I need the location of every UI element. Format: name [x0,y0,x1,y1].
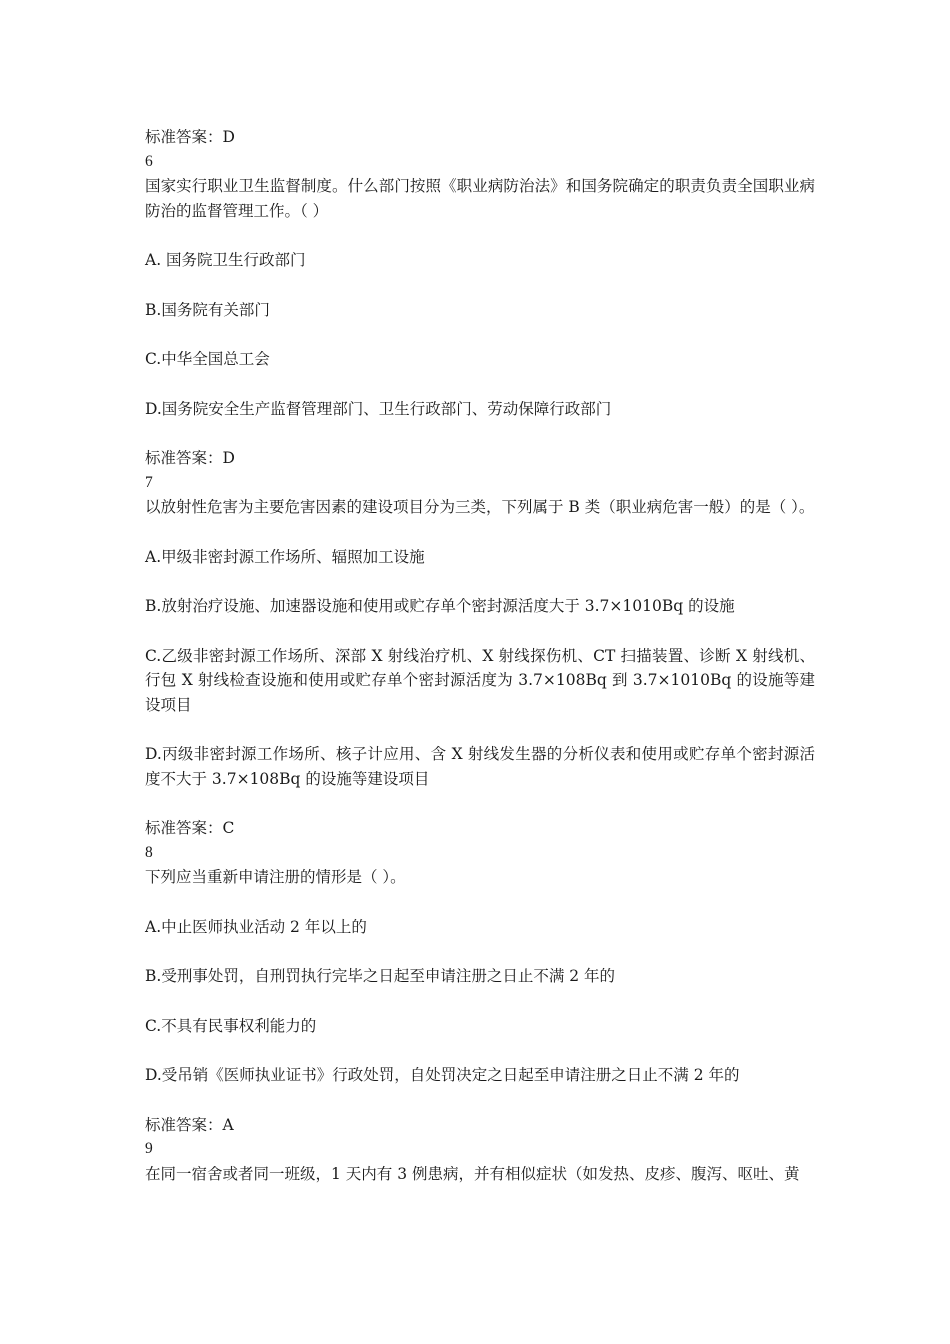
option-d: D.丙级非密封源工作场所、核子计应用、含 X 射线发生器的分析仪表和使用或贮存单个密封源活度不大于 3.7×108Bq 的设施等建设项目 [145,745,815,788]
document-page [145,125,815,1186]
question-text: 国家实行职业卫生监督制度。什么部门按照《职业病防治法》和国务院确定的职责负责全国职业病防治的监督管理工作。（ ） [145,177,815,220]
question-number: 9 [145,1140,153,1157]
question-text: 在同一宿舍或者同一班级，1 天内有 3 例患病，并有相似症状（如发热、皮疹、腹泻、呕吐、黄 [145,1164,800,1183]
option-a: A.中止医师执业活动 2 年以上的 [145,917,367,936]
answer-line: 标准答案：C [145,819,235,837]
question-text: 下列应当重新申请注册的情形是（ ）。 [145,868,406,886]
option-c: C.乙级非密封源工作场所、深部 X 射线治疗机、X 射线探伤机、CT 扫描装置、诊断 X 射线机、行包 X 射线检查设施和使用或贮存单个密封源活度为 3.7×108Bq 到 3.7×1010Bq 的设施等建设项目 [145,646,815,714]
option-c: C.中华全国总工会 [145,350,270,368]
question-number: 8 [145,843,153,861]
answer-line: 标准答案：D [145,128,235,146]
option-b: B.受刑事处罚，自刑罚执行完毕之日起至申请注册之日止不满 2 年的 [145,967,616,985]
answer-line: 标准答案：A [145,1115,234,1134]
option-d: D.国务院安全生产监督管理部门、卫生行政部门、劳动保障行政部门 [145,399,612,418]
option-b: B.国务院有关部门 [145,300,270,319]
answer-line: 标准答案：D [145,449,235,467]
option-b: B.放射治疗设施、加速器设施和使用或贮存单个密封源活度大于 3.7×1010Bq 的设施 [145,597,735,615]
question-number: 6 [145,152,153,170]
option-a: A. 国务院卫生行政部门 [145,251,306,269]
question-text: 以放射性危害为主要危害因素的建设项目分为三类，下列属于 B 类（职业病危害一般）的是（ ）。 [145,498,815,516]
option-a: A.甲级非密封源工作场所、辐照加工设施 [145,547,425,566]
option-c: C.不具有民事权利能力的 [145,1016,317,1035]
question-number: 7 [145,473,153,491]
option-d: D.受吊销《医师执业证书》行政处罚，自处罚决定之日起至申请注册之日止不满 2 年的 [145,1066,740,1084]
